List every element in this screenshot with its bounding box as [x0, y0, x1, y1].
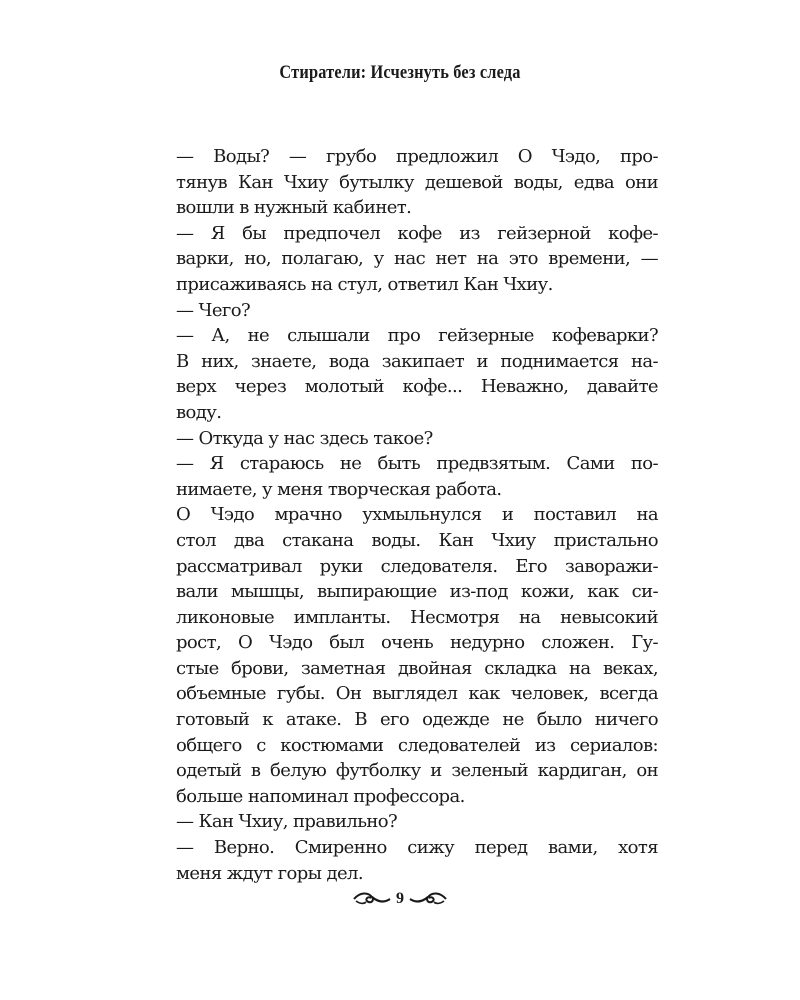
- paragraph: [146, 221, 658, 298]
- text-line: присаживаясь на стул, ответил Кан Чхиу.: [176, 273, 553, 295]
- text-line: больше напоминал профессора.: [176, 785, 465, 807]
- text-line: В них, знаете, вода закипает и поднимается на-: [176, 350, 658, 372]
- text-line: — Чего?: [176, 299, 251, 321]
- text-line: объемные губы. Он выглядел как человек, всегда: [176, 683, 658, 705]
- text-line: вошли в нужный кабинет.: [176, 197, 412, 219]
- paragraph: [146, 298, 658, 324]
- right-swirl-ornament-icon: [408, 890, 448, 908]
- text-line: тянув Кан Чхиу бутылку дешевой воды, едва они: [176, 171, 658, 193]
- text-line: готовый к атаке. В его одежде не было ничего: [176, 709, 658, 731]
- text-line: нимаете, у меня творческая работа.: [176, 478, 502, 500]
- body-text: [146, 144, 658, 886]
- page-folio: [0, 886, 800, 912]
- text-line: ликоновые импланты. Несмотря на невысокий: [176, 606, 658, 628]
- text-line: рассматривал руки следователя. Его заворажи-: [176, 555, 658, 577]
- paragraph: [146, 502, 658, 809]
- running-head: Стиратели: Исчезнуть без следа: [279, 62, 521, 83]
- paragraph: [146, 323, 658, 425]
- text-line: рост, О Чэдо был очень недурно сложен. Гу-: [176, 632, 658, 654]
- text-line: — Верно. Смиренно сижу перед вами, хотя: [176, 837, 658, 859]
- text-line: — А, не слышали про гейзерные кофеварки?: [176, 325, 658, 347]
- text-line: — Кан Чхиу, правильно?: [176, 811, 398, 833]
- text-line: общего с костюмами следователей из сериалов:: [176, 734, 658, 756]
- text-line: варки, но, полагаю, у нас нет на это времени, —: [176, 248, 658, 270]
- text-line: — Я бы предпочел кофе из гейзерной кофе-: [176, 222, 658, 244]
- text-line: О Чэдо мрачно ухмыльнулся и поставил на: [176, 504, 658, 526]
- paragraph: [146, 835, 658, 886]
- text-line: меня ждут горы дел.: [176, 862, 363, 884]
- paragraph: [146, 144, 658, 221]
- text-line: стол два стакана воды. Кан Чхиу пристально: [176, 529, 658, 551]
- text-line: стые брови, заметная двойная складка на веках,: [176, 657, 658, 679]
- text-line: — Откуда у нас здесь такое?: [176, 427, 433, 449]
- page-number: 9: [396, 890, 404, 907]
- paragraph: [146, 809, 658, 835]
- left-swirl-ornament-icon: [352, 890, 392, 908]
- text-line: одетый в белую футболку и зеленый кардиган, он: [176, 760, 658, 782]
- text-line: вали мышцы, выпирающие из-под кожи, как си-: [176, 581, 658, 603]
- text-line: — Я стараюсь не быть предвзятым. Сами по-: [176, 453, 658, 475]
- paragraph: [146, 426, 658, 452]
- text-line: — Воды? — грубо предложил О Чэдо, про-: [176, 146, 658, 167]
- text-line: верх через молотый кофе... Неважно, давайте: [176, 376, 658, 398]
- paragraph: [146, 451, 658, 502]
- text-line: воду.: [176, 401, 222, 423]
